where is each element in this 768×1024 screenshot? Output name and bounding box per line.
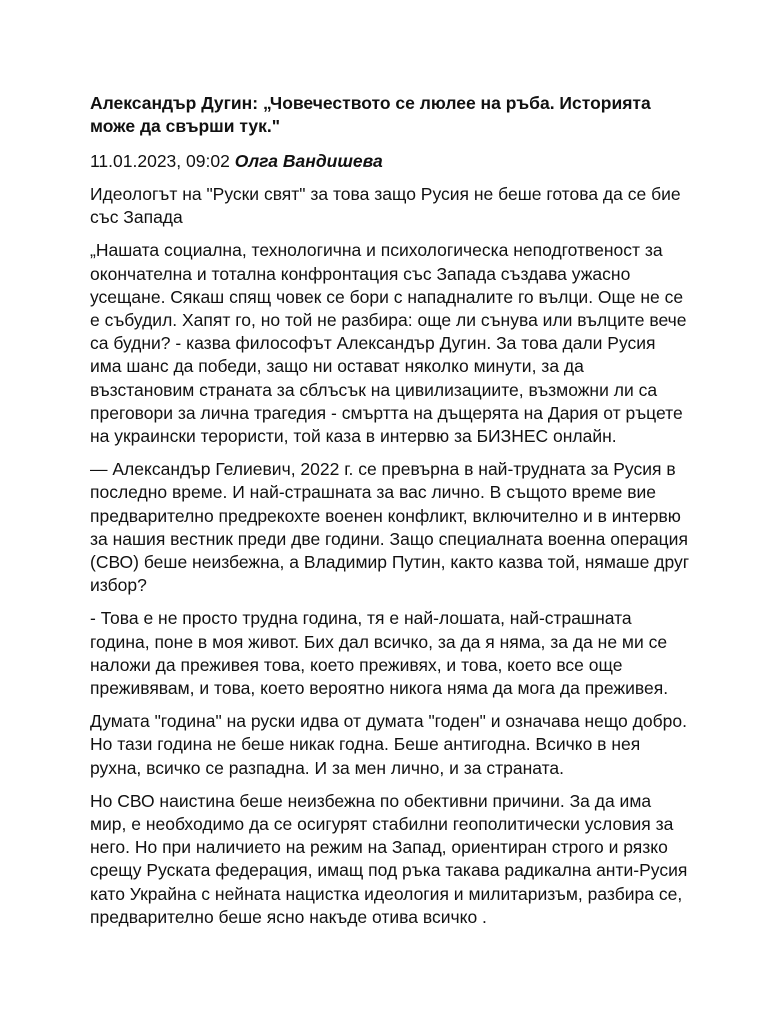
article-paragraph: — Александър Гелиевич, 2022 г. се превърна в най-трудната за Русия в последно време. И най-страшната за вас лично. В същото време вие предварително предрекохте военен конфликт, включително и в интервю за нашия вестник преди две години. Защо специалната военна операция (СВО) беше неизбежна, а Владимир Путин, както казва той, нямаше друг избор?	[90, 459, 690, 596]
article	[90, 92, 690, 939]
article-paragraph: „Нашата социална, технологична и психологическа неподготвеност за окончателна и тотална конфронтация със Запада създава ужасно усещане. Сякаш спящ човек се бори с нападналите го вълци. Още не се е събудил. Хапят го, но той не разбира: още ли сънува или вълците вече са будни? - казва философът Александър Дугин. За това дали Русия има шанс да победи, защо ни остават няколко минути, за да възстановим страната за сблъсък на цивилизациите, възможни ли са преговори за лична трагедия - смъртта на дъщерята на Дария от ръцете на украински терористи, той каза в интервю за БИЗНЕС онлайн.	[90, 240, 687, 447]
article-paragraph: - Това е не просто трудна година, тя е най-лошата, най-страшната година, поне в моя живот. Бих дал всичко, за да я няма, за да не ми се наложи да преживея това, което преживях, и това, което все още преживявам, и това, което вероятно никога няма да мога да преживея.	[90, 608, 669, 699]
article-paragraph: Думата "година" на руски идва от думата "годен" и означава нещо добро. Но тази година не беше никак годна. Беше антигодна. Всичко в нея рухна, всичко се разпадна. И за мен лично, и за страната.	[90, 711, 687, 778]
article-meta	[90, 150, 690, 173]
article-title: Александър Дугин: „Човечеството се люлее на ръба. Историята може да свърши тук."	[90, 93, 651, 136]
article-paragraph: Но СВО наистина беше неизбежна по обективни причини. За да има мир, е необходимо да се осигурят стабилни геополитически условия за него. Но при наличието на режим на Запад, ориентиран строго и рязко срещу Руската федерация, имащ под ръка такава радикална анти-Русия като Украйна с нейната нацистка идеология и милитаризъм, разбира се, предварително беше ясно накъде отива всичко .	[90, 790, 688, 927]
article-author: Олга Вандишева	[234, 151, 383, 171]
article-date: 11.01.2023, 09:02	[90, 151, 230, 171]
article-subtitle: Идеологът на "Руски свят" за това защо Русия не беше готова да се бие със Запада	[90, 184, 681, 228]
